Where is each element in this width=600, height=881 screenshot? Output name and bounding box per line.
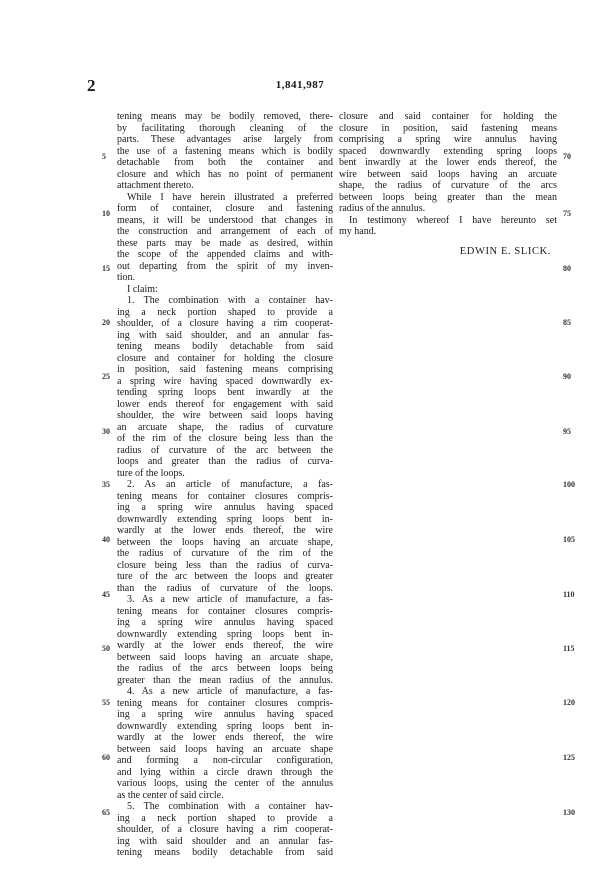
margin-line-number: 65 [102,808,110,817]
text-line: loops and greater than the radius of curva- [117,456,333,467]
text-line: shape, the radius of curvature of the arcs [339,180,557,191]
text-line: closure being less than the radius of curva- [117,559,333,571]
text-line: I claim: [127,283,158,295]
text-line: While I have herein illustrated a preferred [127,191,333,203]
text-line: out departing from the spirit of my inven- [117,260,333,272]
margin-line-number: 110 [563,590,575,599]
margin-line-number: 25 [102,372,110,381]
text-line: than the radius of curvature of the loops. [117,582,333,594]
right-column [339,111,557,257]
margin-line-number: 95 [563,427,571,436]
margin-line-number: 40 [102,535,110,544]
text-line: of the rim of the closure being less than the [117,433,333,444]
text-line: ing a neck portion shaped to provide a [117,306,333,318]
text-line: 4. As a new article of manufacture, a fas- [127,686,333,697]
margin-line-number: 70 [563,152,571,161]
text-line: 5. The combination with a container hav- [127,801,333,812]
text-line: wardly at the lower ends thereof, the wire [117,732,333,743]
patent-number: 1,841,987 [275,79,325,91]
text-line: these parts may be made as desired, within [117,237,333,249]
margin-line-number: 30 [102,427,110,436]
text-line: wire between said loops having an arcuate [339,168,557,180]
text-line: the use of a fastening means which is bodily [117,145,333,157]
margin-line-number: 130 [563,808,575,817]
text-line: radius of curvature of the arc between the [117,444,333,456]
text-line: wardly at the lower ends thereof, the wire [117,525,333,536]
text-line: in position, said fastening means comprising [117,364,333,375]
text-line: between the loops having an arcuate shape, [117,536,333,548]
text-line: shoulder, of a closure having a rim cooperat- [117,318,333,329]
text-line: various loops, using the center of the annulus [117,778,333,789]
text-line: the construction and arrangement of each of [117,226,333,237]
text-line: 1. The combination with a container hav- [127,295,333,306]
margin-line-number: 80 [563,264,571,273]
text-line: tening means for container closures compris- [117,605,333,617]
margin-line-number: 10 [102,209,110,218]
margin-line-number: 85 [563,318,571,327]
text-line: as the center of said circle. [117,789,224,801]
text-line: between said loops having an arcuate shape [117,743,333,755]
text-line: closure and which has no point of permanent [117,168,333,180]
text-line: tion. [117,272,136,283]
text-line: closure and said container for holding the [339,111,557,122]
text-line: the radius of curvature of the rim of the [117,548,333,559]
signature: EDWIN E. SLICK. [459,245,551,257]
text-line: by facilitating thorough cleaning of the [117,122,333,134]
text-line: spaced downwardly extending spring loops [339,145,557,157]
text-line: ture of the arc between the loops and greater [117,571,333,582]
text-line: ing a spring wire annulus having spaced [117,709,333,720]
text-line: and lying within a circle drawn through the [117,766,333,778]
left-column [117,111,333,859]
text-line: comprising a spring wire annulus having [339,134,557,145]
margin-line-number: 90 [563,372,571,381]
text-line: a spring wire having spaced downwardly ex- [117,375,333,387]
text-line: downwardly extending spring loops bent in- [117,513,333,525]
text-line: the radius of the arcs between loops being [117,663,333,674]
text-line: tending spring loops bent inwardly at the [117,387,333,398]
text-line: between said loops having an arcuate shape, [117,651,333,663]
text-line: ing a spring wire annulus having spaced [117,502,333,513]
text-line: tening means bodily detachable from said [117,341,333,352]
text-line: attachment thereto. [117,180,194,191]
text-line: means, it will be understood that changes in [117,214,333,226]
text-line: detachable from both the container and [117,157,333,168]
text-line: tening means for container closures compris- [117,697,333,709]
margin-line-number: 120 [563,698,575,707]
margin-line-number: 115 [563,644,575,653]
text-line: tening means may be bodily removed, there- [117,111,333,122]
text-line: ture of the loops. [117,467,185,479]
margin-line-number: 125 [563,753,575,762]
text-line: shoulder, the wire between said loops having [117,410,333,421]
text-line: tening means for container closures compris- [117,490,333,502]
margin-line-number: 105 [563,535,575,544]
text-line: and forming a non-circular configuration, [117,755,333,766]
margin-line-number: 35 [102,480,110,489]
text-line: 3. As a new article of manufacture, a fas- [127,594,333,605]
text-line: closure and container for holding the closure [117,352,333,364]
page-number: 2 [87,76,96,95]
text-line: form of container, closure and fastening [117,203,333,214]
text-line: ing a neck portion shaped to provide a [117,812,333,824]
text-line: shoulder, of a closure having a rim cooperat- [117,824,333,835]
text-line: ing a spring wire annulus having spaced [117,617,333,628]
text-line: lower ends thereof for engagement with said [117,398,333,410]
margin-line-number: 5 [102,152,106,161]
text-line: tening means bodily detachable from said [117,847,333,858]
margin-line-number: 50 [102,644,110,653]
margin-line-number: 100 [563,480,575,489]
text-line: greater than the mean radius of the annulus. [117,674,333,686]
text-line: 2. As an article of manufacture, a fas- [127,479,333,490]
text-line: In testimony whereof I have hereunto set [349,214,557,226]
text-line: bent inwardly at the lower ends thereof, the [339,157,557,168]
text-line: parts. These advantages arise largely from [117,134,333,145]
text-line: my hand. [339,226,377,237]
margin-line-number: 20 [102,318,110,327]
margin-line-number: 45 [102,590,110,599]
text-line: downwardly extending spring loops bent in- [117,720,333,732]
text-line: radius of the annulus. [339,203,426,214]
text-line: closure in position, said fastening means [339,122,557,134]
text-line: between loops being greater than the mean [339,191,557,203]
margin-line-number: 15 [102,264,110,273]
margin-line-number: 55 [102,698,110,707]
text-line: downwardly extending spring loops bent in- [117,628,333,640]
text-line: ing with said shoulder, and an annular fas- [117,329,333,341]
margin-line-number: 60 [102,753,110,762]
text-line: wardly at the lower ends thereof, the wire [117,640,333,651]
text-line: the scope of the appended claims and with- [117,249,333,260]
text-line: ing with said shoulder and an annular fas- [117,835,333,847]
text-line: an arcuate shape, the radius of curvature [117,421,333,433]
margin-line-number: 75 [563,209,571,218]
